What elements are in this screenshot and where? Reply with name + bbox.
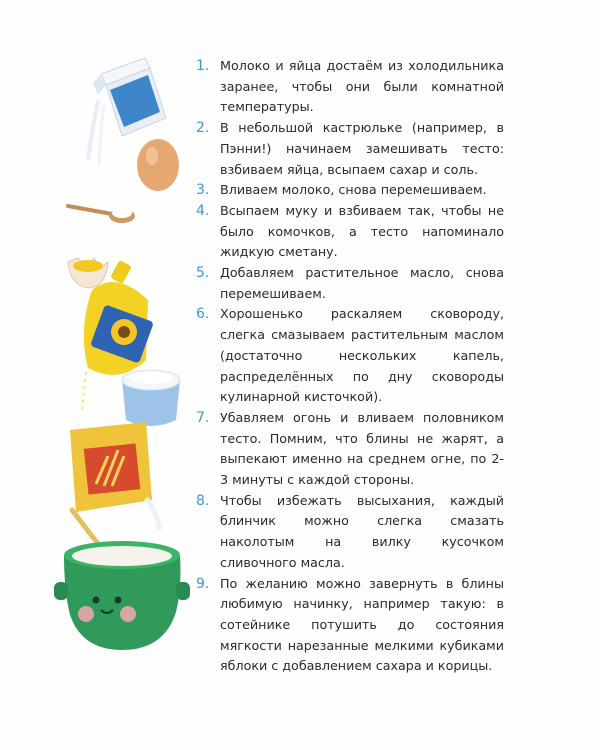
recipe-step xyxy=(196,201,504,263)
recipe-step xyxy=(196,491,504,574)
recipe-step xyxy=(196,574,504,678)
recipe-step xyxy=(196,263,504,304)
recipe-step xyxy=(196,304,504,408)
step-number: 5. xyxy=(196,265,210,282)
recipe-steps-list xyxy=(196,56,504,677)
step-text: Чтобы избежать высыхания, каждый блинчик можно слегка смазать наколотым на вилку кусочком сливочного масла. xyxy=(220,492,504,570)
step-text: Всыпаем муку и взбиваем так, чтобы не было комочков, а тесто напоминало жидкую сметану. xyxy=(220,202,504,260)
step-number: 3. xyxy=(196,182,210,199)
recipe-step xyxy=(196,118,504,180)
step-text: Вливаем молоко, снова перемешиваем. xyxy=(220,182,487,198)
step-number: 8. xyxy=(196,492,210,509)
step-number: 2. xyxy=(196,120,210,137)
step-number: 7. xyxy=(196,409,210,426)
step-text: Убавляем огонь и вливаем половником тесто. Помним, что блины не жарят, а выпекают именно на среднем огне, по 2-3 минуты с каждой стороны. xyxy=(220,409,504,488)
sour-cream-bowl-icon xyxy=(122,370,180,426)
recipe-step xyxy=(196,180,504,201)
recipe-step xyxy=(196,56,504,118)
cracked-egg-icon xyxy=(68,258,108,288)
step-number: 6. xyxy=(196,306,210,323)
ingredients-illustration xyxy=(0,0,200,750)
recipe-step xyxy=(196,408,504,491)
step-text: По желанию можно завернуть в блины любимую начинку, например такую: в сотейнике потушить до состояния мягкости нарезанные мелкими кубиками яблоки с добавлением сахара и корицы. xyxy=(220,575,504,674)
egg-icon xyxy=(137,139,179,191)
step-number: 4. xyxy=(196,202,210,219)
step-text: В небольшой кастрюльке (например, в Пэнни!) начинаем замешивать тесто: взбиваем яйца, всыпаем сахар и соль. xyxy=(220,120,504,177)
sugar-spoon-icon xyxy=(68,206,135,223)
step-number: 1. xyxy=(196,58,210,74)
mixing-bowl-icon xyxy=(54,510,190,650)
step-number: 9. xyxy=(196,575,210,592)
step-text: Добавляем растительное масло, снова перемешиваем. xyxy=(220,265,504,301)
step-text: Хорошенько раскаляем сковороду, слегка смазываем растительным маслом (достаточно нескольких капель, распределённых по дну сковороды кулинарной кисточкой). xyxy=(220,306,504,405)
flour-bag-icon xyxy=(70,422,160,530)
step-text: Молоко и яйца достаём из холодильника заранее, чтобы они были комнатной температуры. xyxy=(220,58,504,115)
